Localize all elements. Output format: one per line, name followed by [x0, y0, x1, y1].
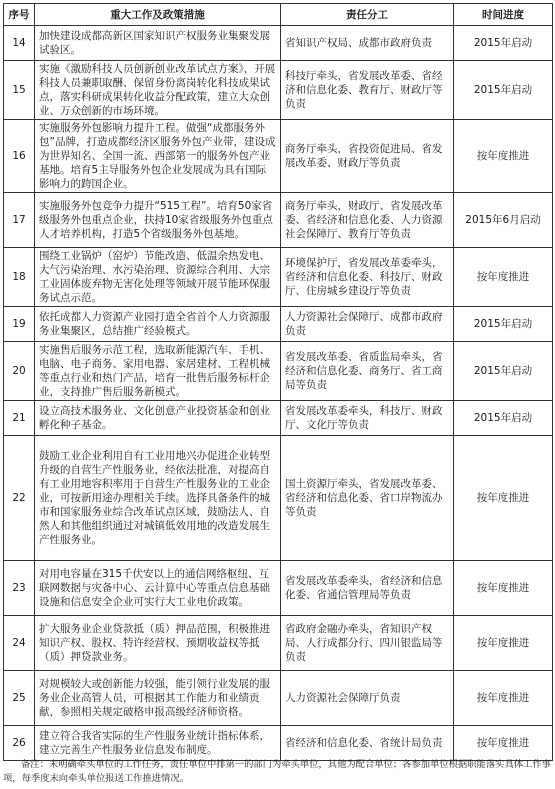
schedule: 2015年6月启动 [454, 193, 553, 248]
task-description: 加快建设成都高新区国家知识产权服务业集聚发展试验区。 [35, 26, 281, 61]
table-body [4, 26, 553, 761]
table-row [4, 193, 553, 248]
table-row [4, 120, 553, 193]
responsibility: 省发展改革委牵头，省经济和信息化委、省通信管理局等负责 [281, 561, 454, 616]
responsibility: 人力资源社会保障厅负责 [281, 671, 454, 726]
task-description: 实施服务外包影响力提升工程。做强“成都服务外包”品牌，打造成都经济区服务外包产业带，建设成为世界知名、全国一流、西部第一的服务外包产业基地。培育5主导服务外包企业发展成为具有国际影响力的跨国企业。 [35, 120, 281, 193]
responsibility: 国土资源厅牵头，省发展改革委、省经济和信息化委、省口岸物流办等负责 [281, 436, 454, 561]
schedule: 2015年启动 [454, 401, 553, 436]
schedule: 2015年启动 [454, 307, 553, 342]
row-number: 24 [4, 616, 35, 671]
row-number: 16 [4, 120, 35, 193]
task-description: 实施售后服务示范工程，选取新能源汽车、手机、电脑、电子商务、家用电器、家居建材、工程机械等重点行业和热门产品，培育一批售后服务标杆企业，支持推广售后服务新模式。 [35, 342, 281, 401]
row-number: 15 [4, 61, 35, 120]
table-row [4, 342, 553, 401]
task-description: 对规模较大或创新能力较强，能引领行业发展的服务业企业高管人员，可根据其工作能力和业绩贡献，参照相关规定破格申报高级经济师资格。 [35, 671, 281, 726]
task-description: 实施《激励科技人员创新创业改革试点方案》，开展科技人员兼职取酬、保留身份离岗转化科技成果试点，落实科研成果转化收益分配政策，建立大众创业、万众创新的市场环境。 [35, 61, 281, 120]
task-description: 扩大服务业企业贷款抵（质）押品范围，积极推进知识产权、股权、特许经营权、预期收益权等抵（质）押贷款业务。 [35, 616, 281, 671]
row-number: 25 [4, 671, 35, 726]
responsibility: 商务厅牵头，省投资促进局、省发展改革委、财政厅等负责 [281, 120, 454, 193]
row-number: 22 [4, 436, 35, 561]
responsibility: 省发展改革委牵头，科技厅、财政厅、文化厅等负责 [281, 401, 454, 436]
responsibility: 环境保护厅，省发展改革委牵头，省经济和信息化委、科技厅、财政厅、住房城乡建设厅等负责 [281, 248, 454, 307]
task-description: 设立高技术服务业、文化创意产业投资基金和创业孵化种子基金。 [35, 401, 281, 436]
task-description: 鼓励工业企业利用自有工业用地兴办促进企业转型升级的自营生产性服务业，经依法批准，对提高自有工业用地容积率用于自营生产性服务业的工业企业，可按新用途办理相关手续。选择具备条件的城市和国家服务业综合改革试点区域，鼓励法人、自然人和其他组织通过对城镇低效用地的改造发展生产性服务业。 [35, 436, 281, 561]
row-number: 18 [4, 248, 35, 307]
row-number: 17 [4, 193, 35, 248]
table-row [4, 307, 553, 342]
task-description: 围绕工业锅炉（窑炉）节能改造、低温余热发电、大气污染治理、水污染治理、资源综合利用、大宗工业固体废弃物无害化处理等领域开展节能环保服务试点示范。 [35, 248, 281, 307]
schedule: 按年度推进 [454, 726, 553, 761]
table-row [4, 248, 553, 307]
table-row [4, 671, 553, 726]
row-number: 23 [4, 561, 35, 616]
table-row [4, 561, 553, 616]
task-description: 建立符合我省实际的生产性服务业统计指标体系，建立完善生产性服务业信息发布制度。 [35, 726, 281, 761]
row-number: 26 [4, 726, 35, 761]
responsibility: 科技厅牵头，省发展改革委、省经济和信息化委、教育厅、财政厅等负责 [281, 61, 454, 120]
table-row [4, 26, 553, 61]
responsibility: 省知识产权局、成都市政府负责 [281, 26, 454, 61]
responsibility: 省政府金融办牵头，省知识产权局、人行成都分行、四川银监局等负责 [281, 616, 454, 671]
schedule: 按年度推进 [454, 561, 553, 616]
task-description: 对用电容量在315千伏安以上的通信网络枢纽、互联网数据与灾备中心、云计算中心等重点信息基础设施和信息安全企业可实行大工业电价政策。 [35, 561, 281, 616]
row-number: 21 [4, 401, 35, 436]
schedule: 按年度推进 [454, 616, 553, 671]
schedule: 按年度推进 [454, 436, 553, 561]
table-header [4, 4, 553, 26]
schedule: 2015年启动 [454, 26, 553, 61]
row-number: 20 [4, 342, 35, 401]
table-row [4, 61, 553, 120]
schedule: 按年度推进 [454, 120, 553, 193]
task-table [3, 3, 553, 761]
footnote: 备注：未明确牵头单位的工作任务，责任单位中排第一的部门为牵头单位，其他为配合单位；各参加单位根据职能落实具体工作事项，每季度末向牵头单位报送工作推进情况。 [3, 759, 551, 784]
schedule: 2015年启动 [454, 61, 553, 120]
table-row [4, 616, 553, 671]
schedule: 按年度推进 [454, 671, 553, 726]
responsibility: 人力资源社会保障厅、成都市政府负责 [281, 307, 454, 342]
responsibility: 省经济和信息化委、省统计局负责 [281, 726, 454, 761]
header-responsibility: 责任分工 [281, 4, 454, 26]
row-number: 19 [4, 307, 35, 342]
header-no: 序号 [4, 4, 35, 26]
task-description: 依托成都人力资源产业园打造全省首个人力资源服务业集聚区，总结推广经验模式。 [35, 307, 281, 342]
table-row [4, 436, 553, 561]
header-schedule: 时间进度 [454, 4, 553, 26]
schedule: 按年度推进 [454, 248, 553, 307]
table-row [4, 401, 553, 436]
responsibility: 省发展改革委、省质监局牵头，省经济和信息化委、商务厅、省工商局等负责 [281, 342, 454, 401]
task-description: 实施服务外包竞争力提升“515工程”。培育50家省级服务外包重点企业，扶持10家省级服务外包重点人才培养机构，打造5个省级服务外包基地。 [35, 193, 281, 248]
responsibility: 商务厅牵头，财政厅、省发展改革委、省经济和信息化委、人力资源社会保障厅、教育厅等负责 [281, 193, 454, 248]
header-task: 重大工作及政策措施 [35, 4, 281, 26]
table-row [4, 726, 553, 761]
row-number: 14 [4, 26, 35, 61]
schedule: 2015年启动 [454, 342, 553, 401]
